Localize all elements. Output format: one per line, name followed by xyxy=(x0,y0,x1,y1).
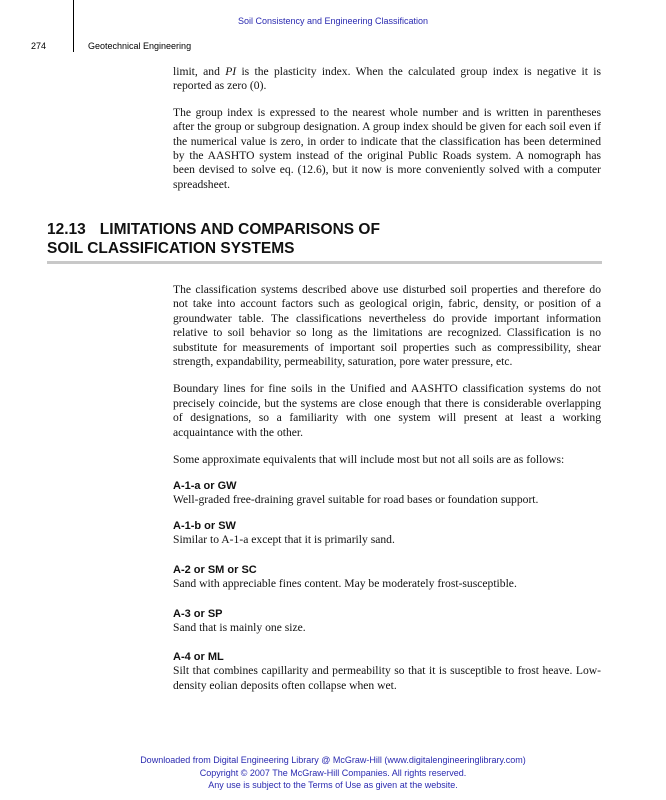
equivalent-item xyxy=(173,607,601,635)
equivalent-item xyxy=(173,479,601,507)
page-number: 274 xyxy=(31,41,47,51)
section-number: 12.13 xyxy=(47,221,86,238)
footer-copyright: Copyright © 2007 The McGraw-Hill Companies. All rights reserved. xyxy=(199,767,467,778)
equivalent-item xyxy=(173,650,601,693)
section-title-line-2: SOIL CLASSIFICATION SYSTEMS xyxy=(47,240,295,257)
equivalent-description: Silt that combines capillarity and permeability so that it is susceptible to frost heave. Low-density eolian deposits often collapse when wet. xyxy=(173,664,601,692)
section-body xyxy=(173,283,601,693)
equivalents-intro-paragraph: Some approximate equivalents that will include most but not all soils are as follows: xyxy=(173,453,565,467)
book-title: Geotechnical Engineering xyxy=(88,41,192,51)
equivalent-heading: A-1-b or SW xyxy=(173,519,236,532)
equivalent-heading: A-2 or SM or SC xyxy=(173,564,257,577)
equivalent-item xyxy=(173,519,601,547)
footer-terms-link[interactable]: Any use is subject to the Terms of Use as given at the website. xyxy=(208,780,458,790)
footer-download-link[interactable]: Downloaded from Digital Engineering Library @ McGraw-Hill (www.digitalengineeringlibrary.com) xyxy=(140,755,526,765)
equivalent-heading: A-4 or ML xyxy=(173,651,224,664)
equivalent-description: Sand that is mainly one size. xyxy=(173,620,306,634)
equivalent-heading: A-3 or SP xyxy=(173,607,223,620)
footer xyxy=(0,754,666,792)
equivalent-description: Well-graded free-draining gravel suitable for road bases or foundation support. xyxy=(173,493,539,507)
limitations-paragraph: The classification systems described above use disturbed soil properties and therefore do not take into account factors such as geological origin, fabric, density, or position of a groundwater table. The classifications nevertheless do provide important information relative to soil behavior so long as the limitations are recognized. Classification is no substitute for measurements of important soil properties such as compressibility, shear strength, expandability, permeability, saturation, pore water pressure, etc. xyxy=(173,283,601,369)
section-title-line-1: LIMITATIONS AND COMPARISONS OF xyxy=(99,221,380,238)
equivalent-description: Sand with appreciable fines content. May be moderately frost-susceptible. xyxy=(173,577,517,591)
running-title: Soil Consistency and Engineering Classification xyxy=(237,16,429,26)
plasticity-index-symbol: PI xyxy=(225,65,237,78)
header-vertical-rule xyxy=(73,0,74,52)
continuation-block xyxy=(173,65,601,192)
equivalent-heading: A-1-a or GW xyxy=(173,480,237,493)
equivalent-item xyxy=(173,563,601,591)
boundary-lines-paragraph: Boundary lines for fine soils in the Unified and AASHTO classification systems do not precisely coincide, but the systems are close enough that there is considerable overlapping of designations, so a familiarity with one system will present at least a working acquaintance with the other. xyxy=(173,382,601,439)
equivalent-description: Similar to A-1-a except that it is primarily sand. xyxy=(173,532,395,546)
continuation-paragraph: limit, and PI is the plasticity index. When the calculated group index is negative it is reported as zero (0). xyxy=(173,65,601,93)
group-index-paragraph: The group index is expressed to the nearest whole number and is written in parentheses after the group or subgroup designation. A group index should be given for each soil even if the numerical value is zero, in order to indicate that the classification has been determined by the AASHTO system instead of the original Public Roads system. A nomograph has been devised to solve eq. (12.6), but it now is more conveniently solved with a computer spreadsheet. xyxy=(173,105,601,191)
section-heading xyxy=(47,220,602,264)
